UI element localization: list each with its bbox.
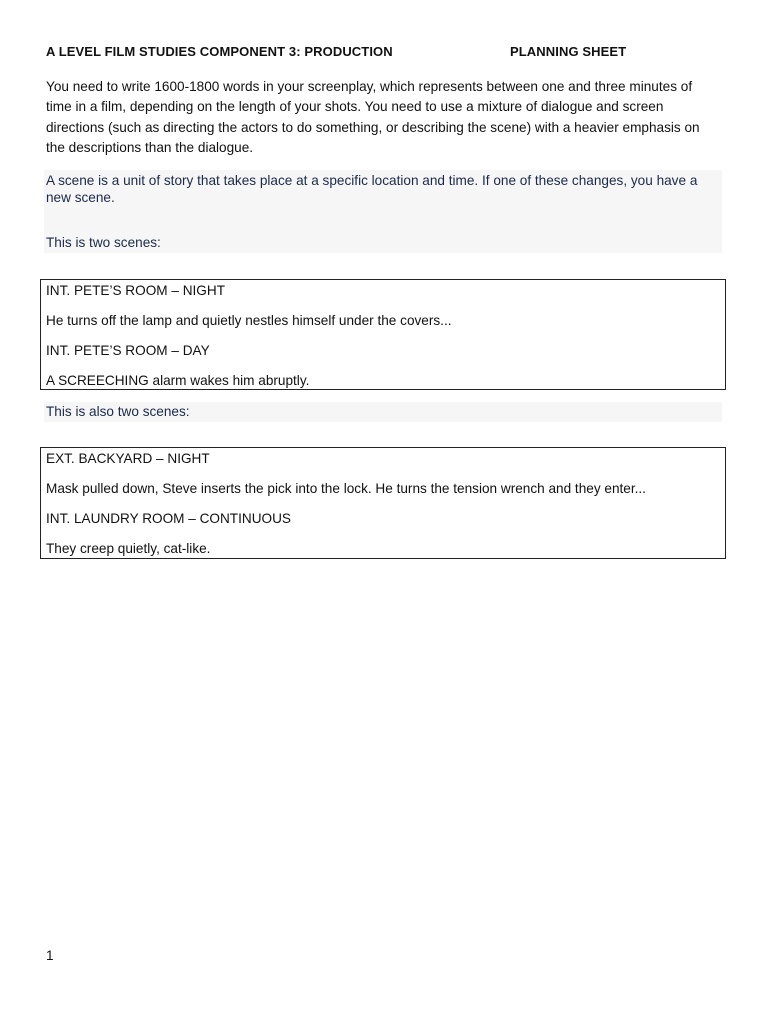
example-box-2	[40, 447, 726, 559]
scene-heading: INT. PETE’S ROOM – NIGHT	[46, 283, 226, 298]
intro-paragraph: You need to write 1600-1800 words in your screenplay, which represents between one and three minutes of time in a film, depending on the length of your shots. You need to use a mixture of dialogue and screen directions (such as directing the actors to do something, or describing the scene) with a heavier emphasis on the descriptions than the dialogue.	[46, 79, 700, 156]
example-box-1	[40, 279, 726, 390]
two-scenes-label: This is two scenes:	[46, 235, 161, 250]
page-number: 1	[46, 948, 54, 963]
scene-action: They creep quietly, cat-like.	[46, 541, 211, 556]
scene-action: Mask pulled down, Steve inserts the pick into the lock. He turns the tension wrench and they enter...	[46, 481, 646, 496]
document-header	[46, 44, 726, 62]
scene-heading: EXT. BACKYARD – NIGHT	[46, 451, 210, 466]
scene-heading: INT. PETE’S ROOM – DAY	[46, 343, 210, 358]
scene-definition-text: A scene is a unit of story that takes place at a specific location and time. If one of these changes, you have a new scene.	[46, 173, 698, 205]
scene-action: A SCREECHING alarm wakes him abruptly.	[46, 373, 310, 388]
also-two-scenes-label: This is also two scenes:	[46, 404, 190, 419]
document-title: A LEVEL FILM STUDIES COMPONENT 3: PRODUCTION	[46, 44, 393, 59]
scene-action: He turns off the lamp and quietly nestles himself under the covers...	[46, 313, 452, 328]
planning-sheet-label: PLANNING SHEET	[510, 44, 627, 59]
scene-heading: INT. LAUNDRY ROOM – CONTINUOUS	[46, 511, 291, 526]
